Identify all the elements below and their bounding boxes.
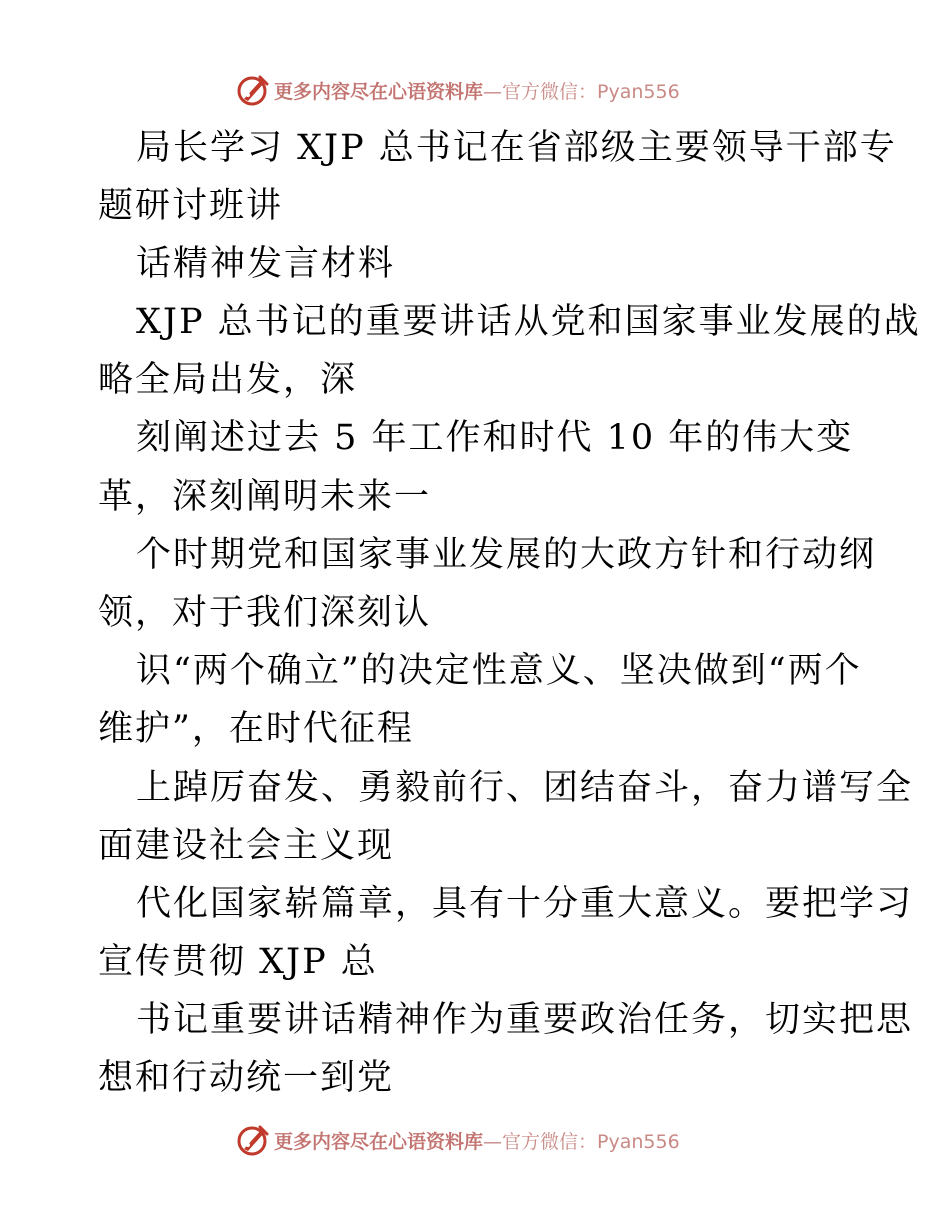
doc-line-15: 宣传贯彻 XJP 总 (98, 942, 378, 982)
quill-pen-logo-icon (236, 73, 270, 107)
header-banner-tail: 官方微信：Pyan556 (502, 80, 680, 103)
doc-line-5: 略全局出发，深 (98, 360, 358, 400)
doc-line-17: 想和行动统一到党 (98, 1058, 395, 1098)
header-banner-dash: — (483, 80, 503, 103)
doc-line-11: 维护”，在时代征程 (98, 709, 414, 749)
footer-banner-main: 更多内容尽在心语资料库 (274, 1130, 484, 1153)
doc-line-13: 面建设社会主义现 (98, 826, 395, 866)
doc-line-9: 领，对于我们深刻认 (98, 593, 432, 633)
doc-line-12: 上踔厉奋发、勇毅前行、团结奋斗，奋力谱写全 (136, 768, 914, 808)
header-banner-main: 更多内容尽在心语资料库 (274, 80, 484, 103)
doc-line-10: 识“两个确立”的决定性意义、坚决做到“两个 (136, 651, 862, 691)
doc-line-14: 代化国家崭篇章，具有十分重大意义。要把学习 (136, 884, 914, 924)
doc-line-16: 书记重要讲话精神作为重要政治任务，切实把思 (136, 1000, 914, 1040)
doc-line-2: 题研讨班讲 (98, 186, 284, 226)
doc-line-1: 局长学习 XJP 总书记在省部级主要领导干部专 (136, 128, 897, 168)
doc-line-6: 刻阐述过去 5 年工作和时代 10 年的伟大变 (136, 418, 854, 458)
doc-line-8: 个时期党和国家事业发展的大政方针和行动纲 (136, 535, 877, 575)
footer-banner-tail: 官方微信：Pyan556 (502, 1130, 680, 1153)
doc-line-4: XJP 总书记的重要讲话从党和国家事业发展的战 (136, 302, 921, 342)
header-banner (236, 72, 680, 108)
footer-banner-text (274, 1127, 680, 1154)
quill-pen-logo-icon (236, 1123, 270, 1157)
doc-line-7: 革，深刻阐明未来一 (98, 477, 432, 517)
footer-banner (236, 1122, 680, 1158)
header-banner-text (274, 77, 680, 104)
doc-line-3: 话精神发言材料 (136, 244, 396, 284)
footer-banner-dash: — (483, 1130, 503, 1153)
